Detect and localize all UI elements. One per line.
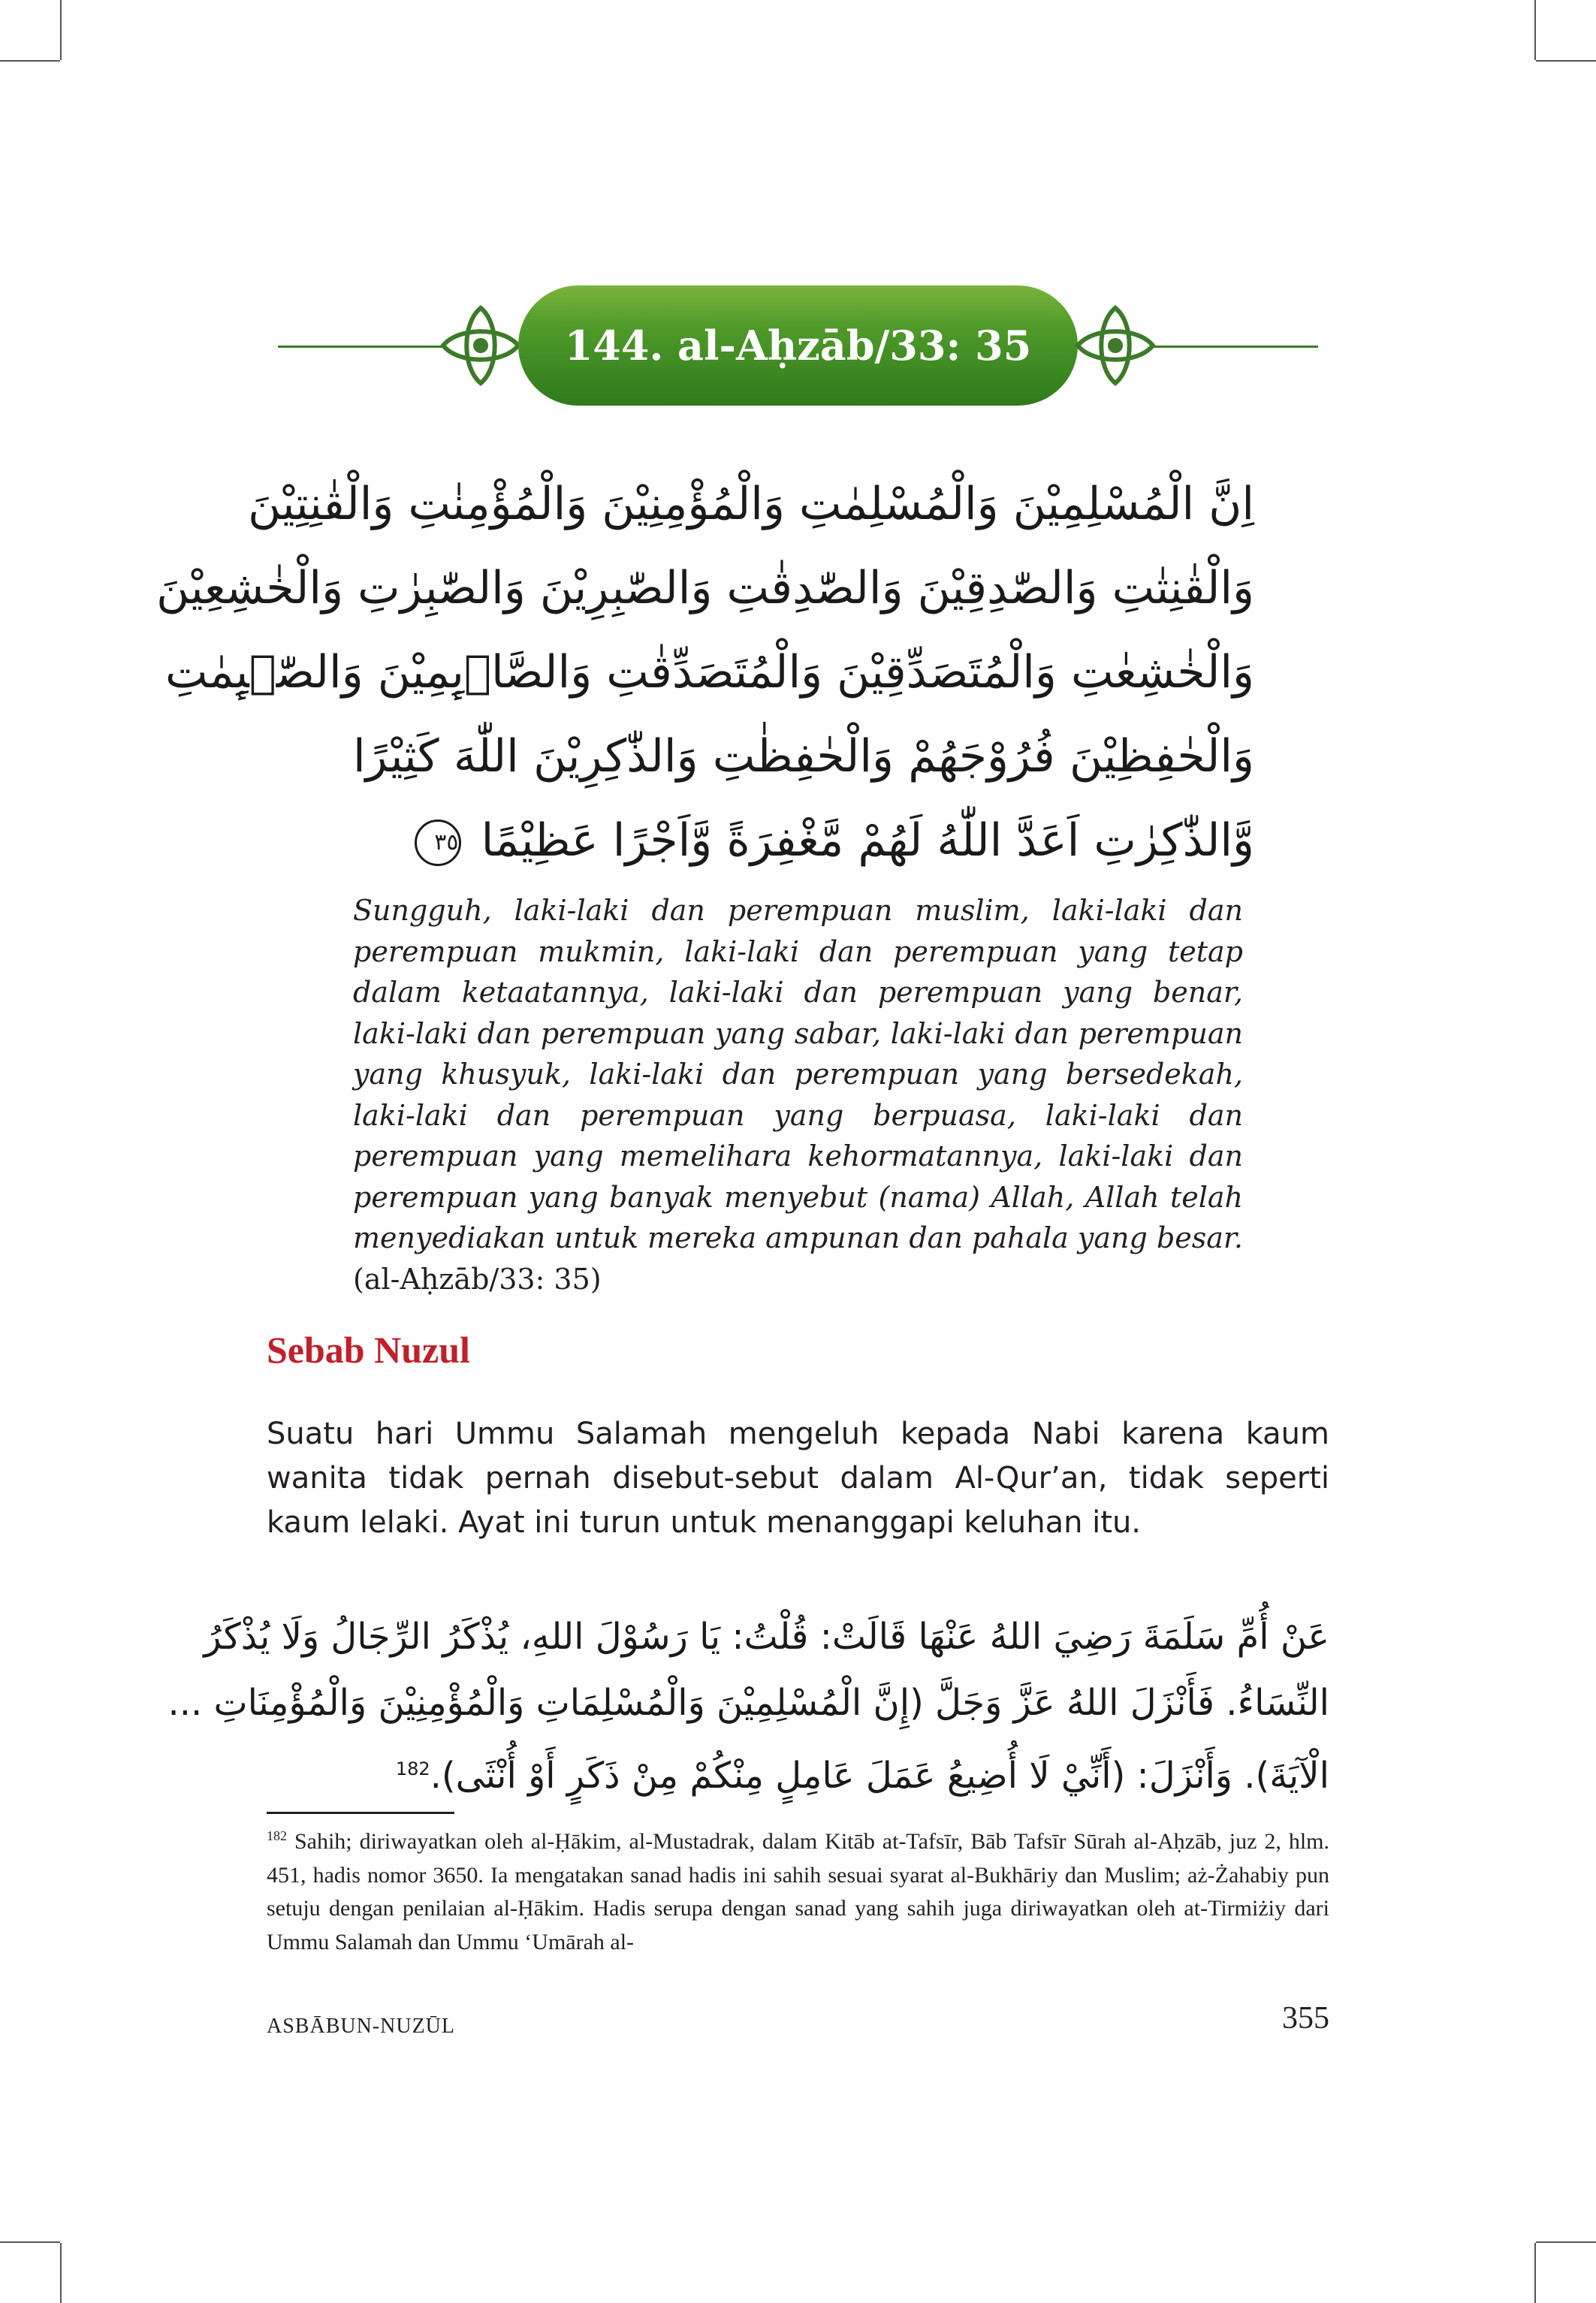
crop-mark <box>60 0 62 60</box>
quran-verse <box>156 462 1254 883</box>
verse-heading <box>278 285 1318 406</box>
floral-ornament-icon <box>1063 293 1168 398</box>
running-head: ASBĀBUN-NUZŪL <box>267 2015 455 2038</box>
hadith-line: عَنْ أُمِّ سَلَمَةَ رَضِيَ اللهُ عَنْهَا قَالَتْ: قُلْتُ: يَا رَسُوْلَ اللهِ، يُذْكَرُ الرِّجَالُ وَلَا يُذْكَرُ <box>204 1616 1329 1658</box>
footnote-text: Sahih; diriwayatkan oleh al-Ḥākim, al-Mustadrak, dalam Kitāb at-Tafsīr, Bāb Tafsīr Sūrah al-Aḥzāb, juz 2, hlm. 451, hadis nomor 3650. Ia mengatakan sanad hadis ini sahih sesuai syarat al-Bukhāriy dan Muslim; aż-Żahabiy pun setuju dengan penilaian al-Ḥākim. Hadis serupa dengan sanad yang sahih juga diriwayatkan oleh at-Tirmiżiy dari Ummu Salamah dan Ummu ‘Umārah al- <box>267 1829 1329 1954</box>
verse-line-text: وَّالذّٰكِرٰتِ اَعَدَّ اللّٰهُ لَهُمْ مَّغْفِرَةً وَّاَجْرًا عَظِيْمًا <box>481 814 1254 867</box>
verse-line: وَالْقٰنِتٰتِ وَالصّٰدِقِيْنَ وَالصّٰدِقٰتِ وَالصّٰبِرِيْنَ وَالصّٰبِرٰتِ وَالْخٰشِعِيْنَ <box>156 562 1254 614</box>
page-number: 355 <box>1282 2001 1329 2036</box>
heading-pill <box>518 285 1078 406</box>
crop-mark <box>1536 2241 1596 2243</box>
verse-line: اِنَّ الْمُسْلِمِيْنَ وَالْمُسْلِمٰتِ وَالْمُؤْمِنِيْنَ وَالْمُؤْمِنٰتِ وَالْقٰنِتِيْنَ <box>248 478 1254 530</box>
floral-ornament-icon <box>428 293 533 398</box>
section-paragraph: Suatu hari Ummu Salamah mengeluh kepada Nabi karena kaum wanita tidak pernah disebut-sebut dalam Al-Qur’an, tidak seperti kaum lelaki. Ayat ini turun untuk menanggapi keluhan itu. <box>267 1417 1329 1540</box>
footnote-rule <box>267 1812 454 1814</box>
heading-rule-left <box>278 346 443 348</box>
verse-translation <box>353 890 1243 1299</box>
section-title: Sebab Nuzul <box>267 1329 470 1371</box>
crop-mark <box>1536 60 1596 62</box>
crop-mark <box>0 60 60 62</box>
ayah-number-marker: ٣٥ <box>415 819 461 866</box>
hadith-line: النِّسَاءُ. فَأَنْزَلَ اللهُ عَزَّ وَجَلَّ (إِنَّ الْمُسْلِمِيْنَ وَالْمُسْلِمَاتِ وَالْمُؤْمِنِيْنَ وَالْمُؤْمِنَاتِ ... <box>167 1682 1329 1724</box>
hadith-text <box>167 1604 1329 1809</box>
heading-title: 144. al-Aḥzāb/33: 35 <box>564 321 1032 370</box>
footnote-number: 182 <box>267 1828 287 1843</box>
translation-reference: (al-Aḥzāb/33: 35) <box>353 1262 602 1296</box>
hadith-line <box>267 1736 1329 1809</box>
footnote <box>267 1819 1329 1959</box>
crop-mark <box>60 2243 62 2303</box>
crop-mark <box>1534 2243 1536 2303</box>
footnote-marker: 182 <box>395 1758 430 1779</box>
verse-line <box>353 798 1254 883</box>
translation-text: Sungguh, laki-laki dan perempuan muslim, laki-laki dan perempuan mukmin, laki-laki dan perempuan yang tetap dalam ketaatannya, laki-laki dan perempuan yang benar, laki-laki dan perempuan yang sabar, laki-laki dan perempuan yang khusyuk, laki-laki dan perempuan yang bersedekah, laki-laki dan perempuan yang berpuasa, laki-laki dan perempuan yang memelihara kehormatannya, laki-laki dan perempuan yang banyak menyebut (nama) Allah, Allah telah menyediakan untuk mereka ampunan dan pahala yang besar. <box>353 894 1243 1254</box>
verse-line: وَالْخٰشِعٰتِ وَالْمُتَصَدِّقِيْنَ وَالْمُتَصَدِّقٰتِ وَالصَّاۤىِٕمِيْنَ وَالصّٰۤىِٕمٰتِ <box>165 646 1254 699</box>
heading-rule-right <box>1153 346 1318 348</box>
verse-line: وَالْحٰفِظِيْنَ فُرُوْجَهُمْ وَالْحٰفِظٰتِ وَالذّٰكِرِيْنَ اللّٰهَ كَثِيْرًا <box>353 730 1254 783</box>
hadith-line-text: الْآيَةَ). وَأَنْزَلَ: (أَنِّيْ لَا أُضِيعُ عَمَلَ عَامِلٍ مِنْكُمْ مِنْ ذَكَرٍ أَوْ أُنْثَى). <box>430 1755 1329 1797</box>
crop-mark <box>0 2241 60 2243</box>
crop-mark <box>1534 0 1536 60</box>
